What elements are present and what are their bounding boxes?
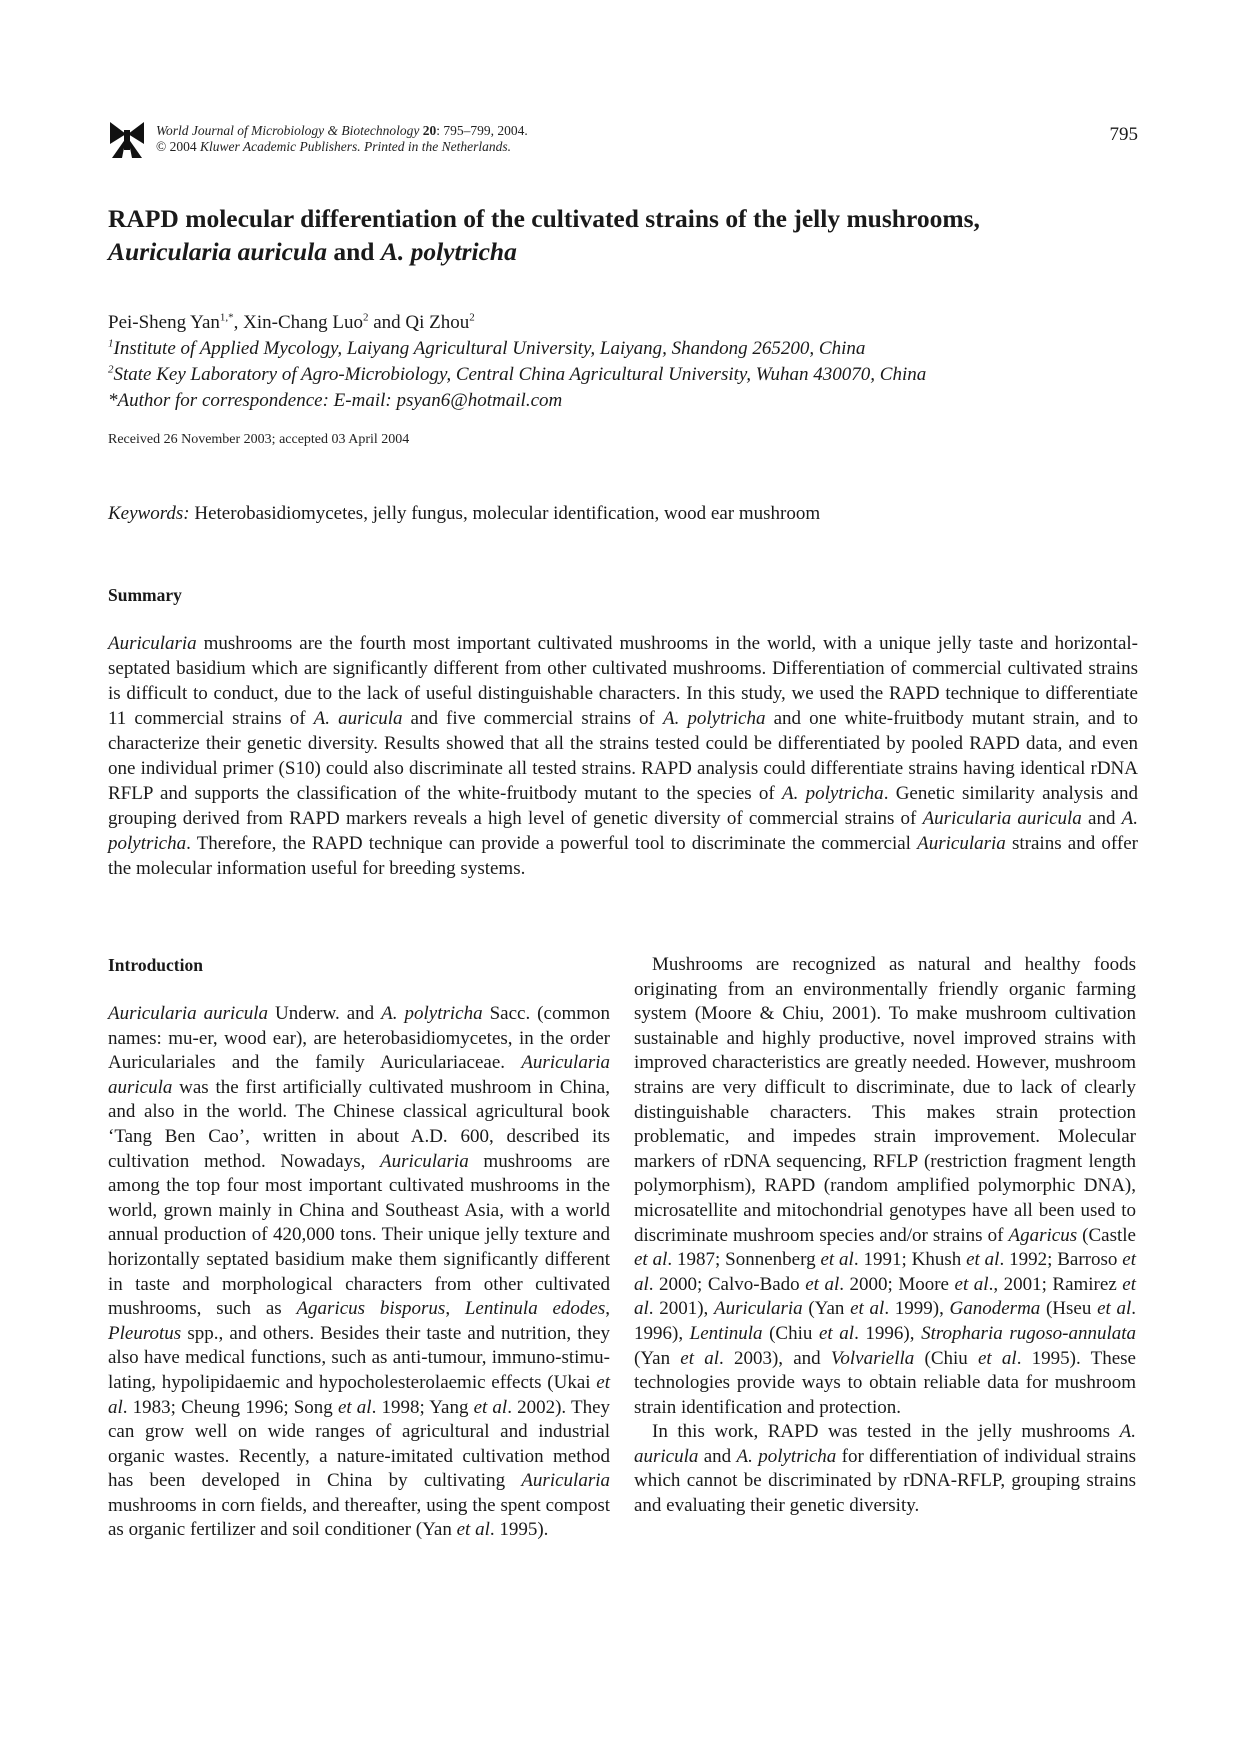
author-block bbox=[108, 310, 1138, 414]
affiliation-2: $^2$State Key Laboratory of Agro-Microbiology, Central China Agricultural University, Wuhan 430070, China bbox=[108, 363, 927, 385]
correspondence-email: *Author for correspondence: E-mail: psyan6@hotmail.com bbox=[108, 390, 563, 411]
paper-title: RAPD molecular differentiation of the cultivated strains of the jelly mushrooms, Auricularia auricula and A. polytricha bbox=[108, 204, 980, 266]
intro-paragraph-3: In this work, RAPD was tested in the jelly mushrooms A. auricula and A. polytricha for differentiation of individual strains which cannot be discriminated by rDNA-RFLP, grouping strains and evaluating their genetic diversity. bbox=[634, 1421, 1136, 1517]
author-list: Pei-Sheng Yan$^{1,*}$, Xin-Chang Luo$^2$ and Qi Zhou$^2$ bbox=[108, 311, 475, 333]
journal-citation: World Journal of Microbiology & Biotechnology 20: 795–799, 2004. bbox=[156, 123, 528, 138]
introduction-left-column bbox=[108, 1002, 610, 1543]
introduction-heading: Introduction bbox=[108, 955, 203, 975]
copyright-line: © 2004 Kluwer Academic Publishers. Printed in the Netherlands. bbox=[156, 139, 511, 154]
summary-abstract: Auricularia mushrooms are the fourth most important cultivated mushrooms in the world, with a unique jelly taste and horizontal-septated basidium which are significantly different from other cultivated mushrooms. Differentiation of commercial cultivated strains is difficult to conduct, due to the lack of useful distinguishable characters. In this study, we used the RAPD technique to differentiate 11 commercial strains of A. auricula and five commercial strains of A. polytricha and one white-fruitbody mutant strain, and to characterize their genetic diversity. Results showed that all the strains tested could be differentiated by pooled RAPD data, and even one individual primer (S10) could also discriminate all tested strains. RAPD analysis could differentiate strains having identical rDNA RFLP and supports the classification of the white-fruitbody mutant to the species of A. polytricha. Genetic similarity analysis and grouping derived from RAPD markers reveals a high level of genetic diversity of commercial strains of Auricularia auricula and A. polytricha. Therefore, the RAPD technique can provide a powerful tool to discriminate the commercial Auricularia strains and offer the molecular information useful for breeding systems. bbox=[108, 633, 1139, 879]
page-number: 795 bbox=[1109, 124, 1138, 145]
intro-paragraph-2: Mushrooms are recognized as natural and healthy foods originating from an environmentally friendly organic farming system (Moore & Chiu, 2001). To make mushroom cultivation sustainable and highly productive, novel improved strains with improved characteristics are greatly needed. However, mushroom strains are very difficult to discriminate, due to lack of clearly distinguishable characters. This makes strain protection problematic, and impedes strain improvement. Molecular markers of rDNA sequencing, RFLP (restriction fragment length polymorphism), RAPD (random amplified polymorphic DNA), microsatellite and mitochondrial genotypes have all been used to discriminate mushroom species and/or strains of Agaricus (Castle et al. 1987; Sonnenberg et al. 1991; Khush et al. 1992; Barroso et al. 2000; Calvo-Bado et al. 2000; Moore et al., 2001; Ramirez et al. 2001), Auricularia (Yan et al. 1999), Ganoderma (Hseu et al. 1996), Lentinula (Chiu et al. 1996), Stropharia rugoso-annulata (Yan et al. 2003), and Volvariella (Chiu et al. 1995). These technologies provide ways to obtain reliable data for mushroom strain identification and protection. bbox=[634, 954, 1137, 1418]
received-dates: Received 26 November 2003; accepted 03 April 2004 bbox=[108, 432, 410, 447]
journal-header bbox=[108, 118, 1138, 162]
affiliation-1: $^1$Institute of Applied Mycology, Laiyang Agricultural University, Laiyang, Shandong 265200, China bbox=[108, 337, 866, 359]
publisher-logo-icon bbox=[108, 120, 146, 160]
keywords: Keywords: Heterobasidiomycetes, jelly fungus, molecular identification, wood ear mushroom bbox=[108, 503, 821, 524]
introduction-right-column bbox=[634, 953, 1136, 1519]
summary-heading: Summary bbox=[108, 585, 182, 605]
intro-paragraph-1: Auricularia auricula Underw. and A. polytricha Sacc. (common names: mu-er, wood ear), are heterobasidiomycetes, in the order Auriculariales and the family Auriculariaceae. Auricularia auricula was the first artificially cultivated mushroom in China, and also in the world. The Chinese classical agricultural book ‘Tang Ben Cao’, written in about A.D. 600, described its cultivation method. Nowadays, Auricularia mushrooms are among the top four most important cultivated mushrooms in the world, grown mainly in China and Southeast Asia, with a world annual production of 420,000 tons. Their unique jelly texture and horizontally septated basidium make them significantly different in taste and morphological characters from other cultivated mushrooms, such as Agaricus bisporus, Lentinula edodes, Pleurotus spp., and others. Besides their taste and nutrition, they also have medical functions, such as anti-tumour, immuno-stimulating, hypolipidaemic and hypocholesterolaemic effects (Ukai et al. 1983; Cheung 1996; Song et al. 1998; Yang et al. 2002). They can grow well on wide ranges of agricultural and industrial organic wastes. Recently, a nature-imitated cultivation method has been developed in China by cultivating Auricularia mushrooms in corn fields, and thereafter, using the spent compost as organic fertilizer and soil conditioner (Yan et al. 1995). bbox=[108, 1003, 611, 1541]
